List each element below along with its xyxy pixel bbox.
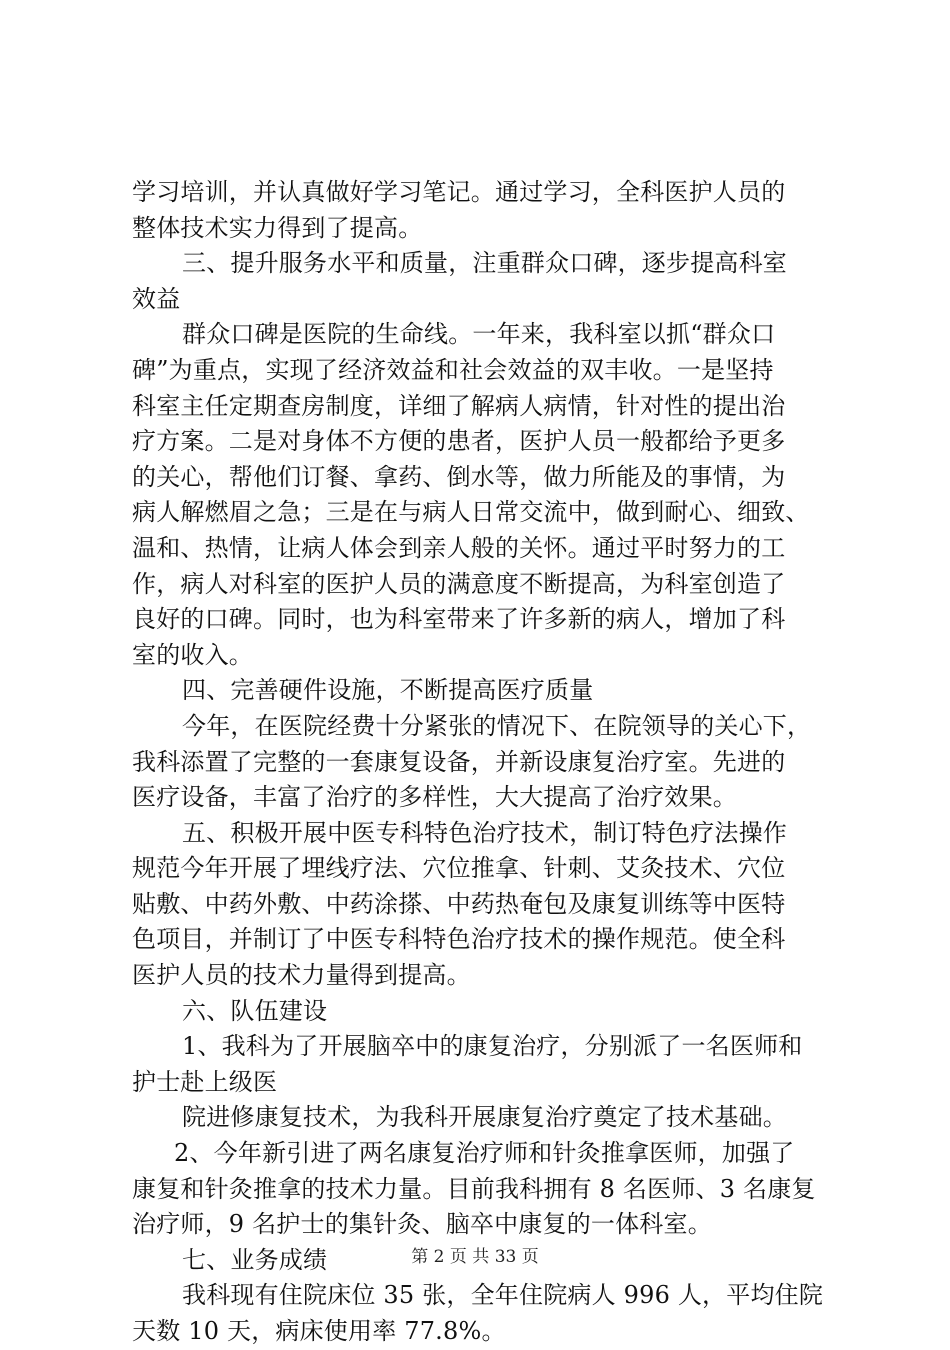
text-line: 五、积极开展中医专科特色治疗技术，制订特色疗法操作	[182, 818, 787, 847]
text-line: 规范今年开展了埋线疗法、穴位推拿、针刺、艾灸技术、穴位	[132, 854, 786, 883]
text-line: 治疗师，9 名护士的集针灸、脑卒中康复的一体科室。	[132, 1210, 712, 1239]
text-line: 我科添置了完整的一套康复设备，并新设康复治疗室。先进的	[132, 747, 786, 776]
text-line: 群众口碑是医院的生命线。一年来，我科室以抓“群众口	[182, 320, 776, 349]
text-line: 院进修康复技术，为我科开展康复治疗奠定了技术基础。	[182, 1103, 787, 1132]
text-line: 疗方案。二是对身体不方便的患者，医护人员一般都给予更多	[132, 427, 786, 456]
text-line: 效益	[132, 284, 181, 313]
text-line: 碑”为重点，实现了经济效益和社会效益的双丰收。一是坚持	[132, 355, 774, 384]
text-line: 天数 10 天，病床使用率 77.8%。	[132, 1317, 506, 1345]
text-line: 护士赴上级医	[132, 1067, 278, 1096]
text-line: 四、完善硬件设施，不断提高医疗质量	[182, 676, 594, 705]
text-line: 2、今年新引进了两名康复治疗师和针灸推拿医师，加强了	[174, 1139, 795, 1168]
text-line: 科室主任定期查房制度，详细了解病人病情，针对性的提出治	[132, 391, 786, 420]
text-line: 良好的口碑。同时，也为科室带来了许多新的病人，增加了科	[132, 605, 786, 634]
text-line: 病人解燃眉之急；三是在与病人日常交流中，做到耐心、细致、	[132, 498, 810, 527]
text-line: 学习培训，并认真做好学习笔记。通过学习，全科医护人员的	[132, 178, 786, 206]
text-line: 七、业务成绩	[182, 1245, 328, 1274]
document-body	[132, 175, 832, 1350]
text-line: 贴敷、中药外敷、中药涂搽、中药热奄包及康复训练等中医特	[132, 889, 786, 918]
text-line: 今年，在医院经费十分紧张的情况下、在院领导的关心下，	[182, 711, 812, 740]
page-footer: 第 2 页 共 33 页	[411, 1247, 539, 1267]
text-line: 六、队伍建设	[182, 996, 328, 1025]
text-line: 我科现有住院床位 35 张，全年住院病人 996 人，平均住院	[182, 1281, 824, 1310]
text-line: 医护人员的技术力量得到提高。	[132, 961, 471, 990]
text-line: 医疗设备，丰富了治疗的多样性，大大提高了治疗效果。	[132, 783, 737, 812]
text-line: 三、提升服务水平和质量，注重群众口碑，逐步提高科室	[182, 249, 787, 278]
text-line: 康复和针灸推拿的技术力量。目前我科拥有 8 名医师、3 名康复	[132, 1174, 816, 1203]
text-line: 整体技术实力得到了提高。	[132, 213, 423, 242]
text-line: 作，病人对科室的医护人员的满意度不断提高，为科室创造了	[132, 569, 786, 598]
text-line: 的关心，帮他们订餐、拿药、倒水等，做力所能及的事情，为	[132, 462, 786, 491]
text-line: 温和、热情，让病人体会到亲人般的关怀。通过平时努力的工	[132, 533, 786, 562]
text-line: 室的收入。	[132, 640, 253, 669]
text-line: 1、我科为了开展脑卒中的康复治疗，分别派了一名医师和	[182, 1032, 803, 1061]
text-line: 色项目，并制订了中医专科特色治疗技术的操作规范。使全科	[132, 925, 786, 954]
